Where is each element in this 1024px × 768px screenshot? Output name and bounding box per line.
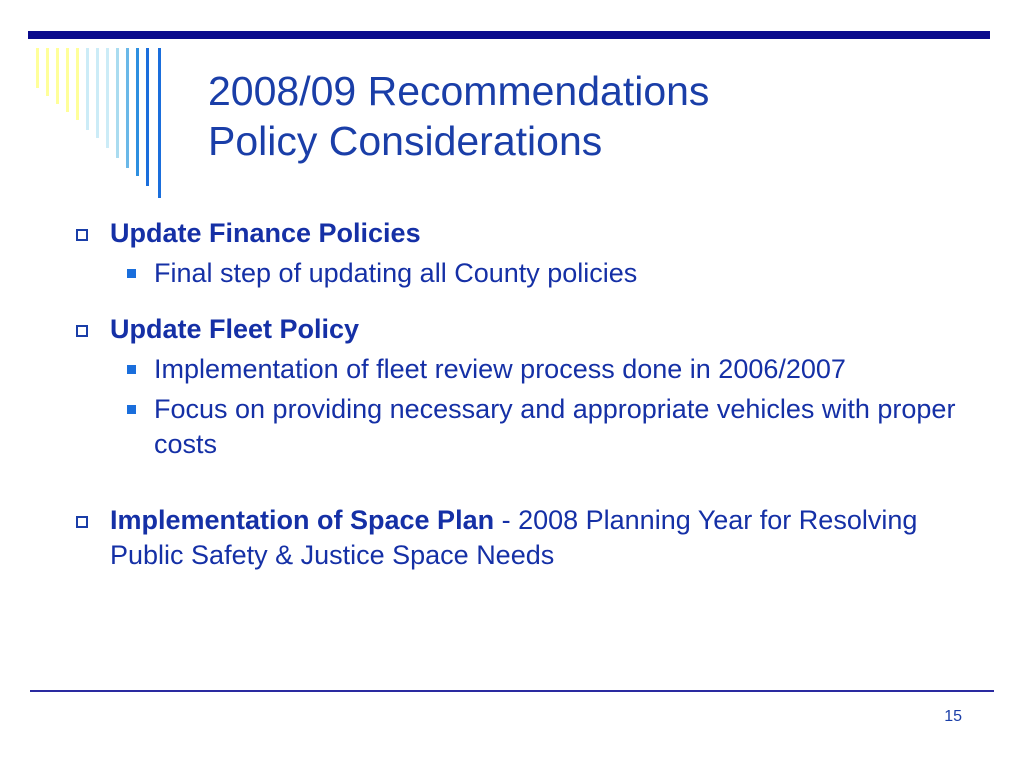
title-line-1: 2008/09 Recommendations — [208, 68, 710, 114]
stripe — [126, 48, 129, 168]
stripe — [66, 48, 69, 112]
stripe — [146, 48, 149, 186]
sub-bullet-text: Implementation of fleet review process done in 2006/2007 — [154, 354, 846, 384]
filled-square-bullet-icon — [127, 405, 136, 414]
sub-bullet-text: Focus on providing necessary and appropriate vehicles with proper costs — [154, 394, 956, 459]
slide-title — [208, 66, 709, 166]
sub-bullet-text: Final step of updating all County policies — [154, 258, 638, 288]
decorative-stripes — [0, 0, 170, 210]
bottom-rule — [30, 690, 994, 692]
stripe — [96, 48, 99, 138]
stripe — [136, 48, 139, 176]
stripe — [76, 48, 79, 120]
slide-content — [74, 216, 994, 573]
stripe — [46, 48, 49, 96]
hollow-square-bullet-icon — [76, 516, 88, 528]
sub-bullet — [118, 392, 994, 462]
stripe — [116, 48, 119, 158]
bullet-section-finance — [74, 216, 994, 251]
title-line-2: Policy Considerations — [208, 118, 603, 164]
stripe — [106, 48, 109, 148]
section-heading: Update Fleet Policy — [110, 314, 360, 344]
top-rule — [28, 31, 990, 39]
stripe — [36, 48, 39, 88]
hollow-square-bullet-icon — [76, 229, 88, 241]
bullet-section-fleet — [74, 312, 994, 347]
stripe — [158, 48, 161, 198]
sub-bullet — [118, 352, 994, 387]
filled-square-bullet-icon — [127, 365, 136, 374]
page-number: 15 — [944, 708, 962, 725]
hollow-square-bullet-icon — [76, 325, 88, 337]
sub-bullet — [118, 256, 994, 291]
bullet-section-space-plan — [74, 503, 994, 573]
section-heading-tail: - 2008 Planning Year for Resolving Public Safety & Justice Space Needs — [110, 505, 918, 570]
stripe — [86, 48, 89, 130]
stripe — [56, 48, 59, 104]
section-heading: Implementation of Space Plan — [110, 505, 495, 535]
section-heading: Update Finance Policies — [110, 218, 421, 248]
filled-square-bullet-icon — [127, 269, 136, 278]
